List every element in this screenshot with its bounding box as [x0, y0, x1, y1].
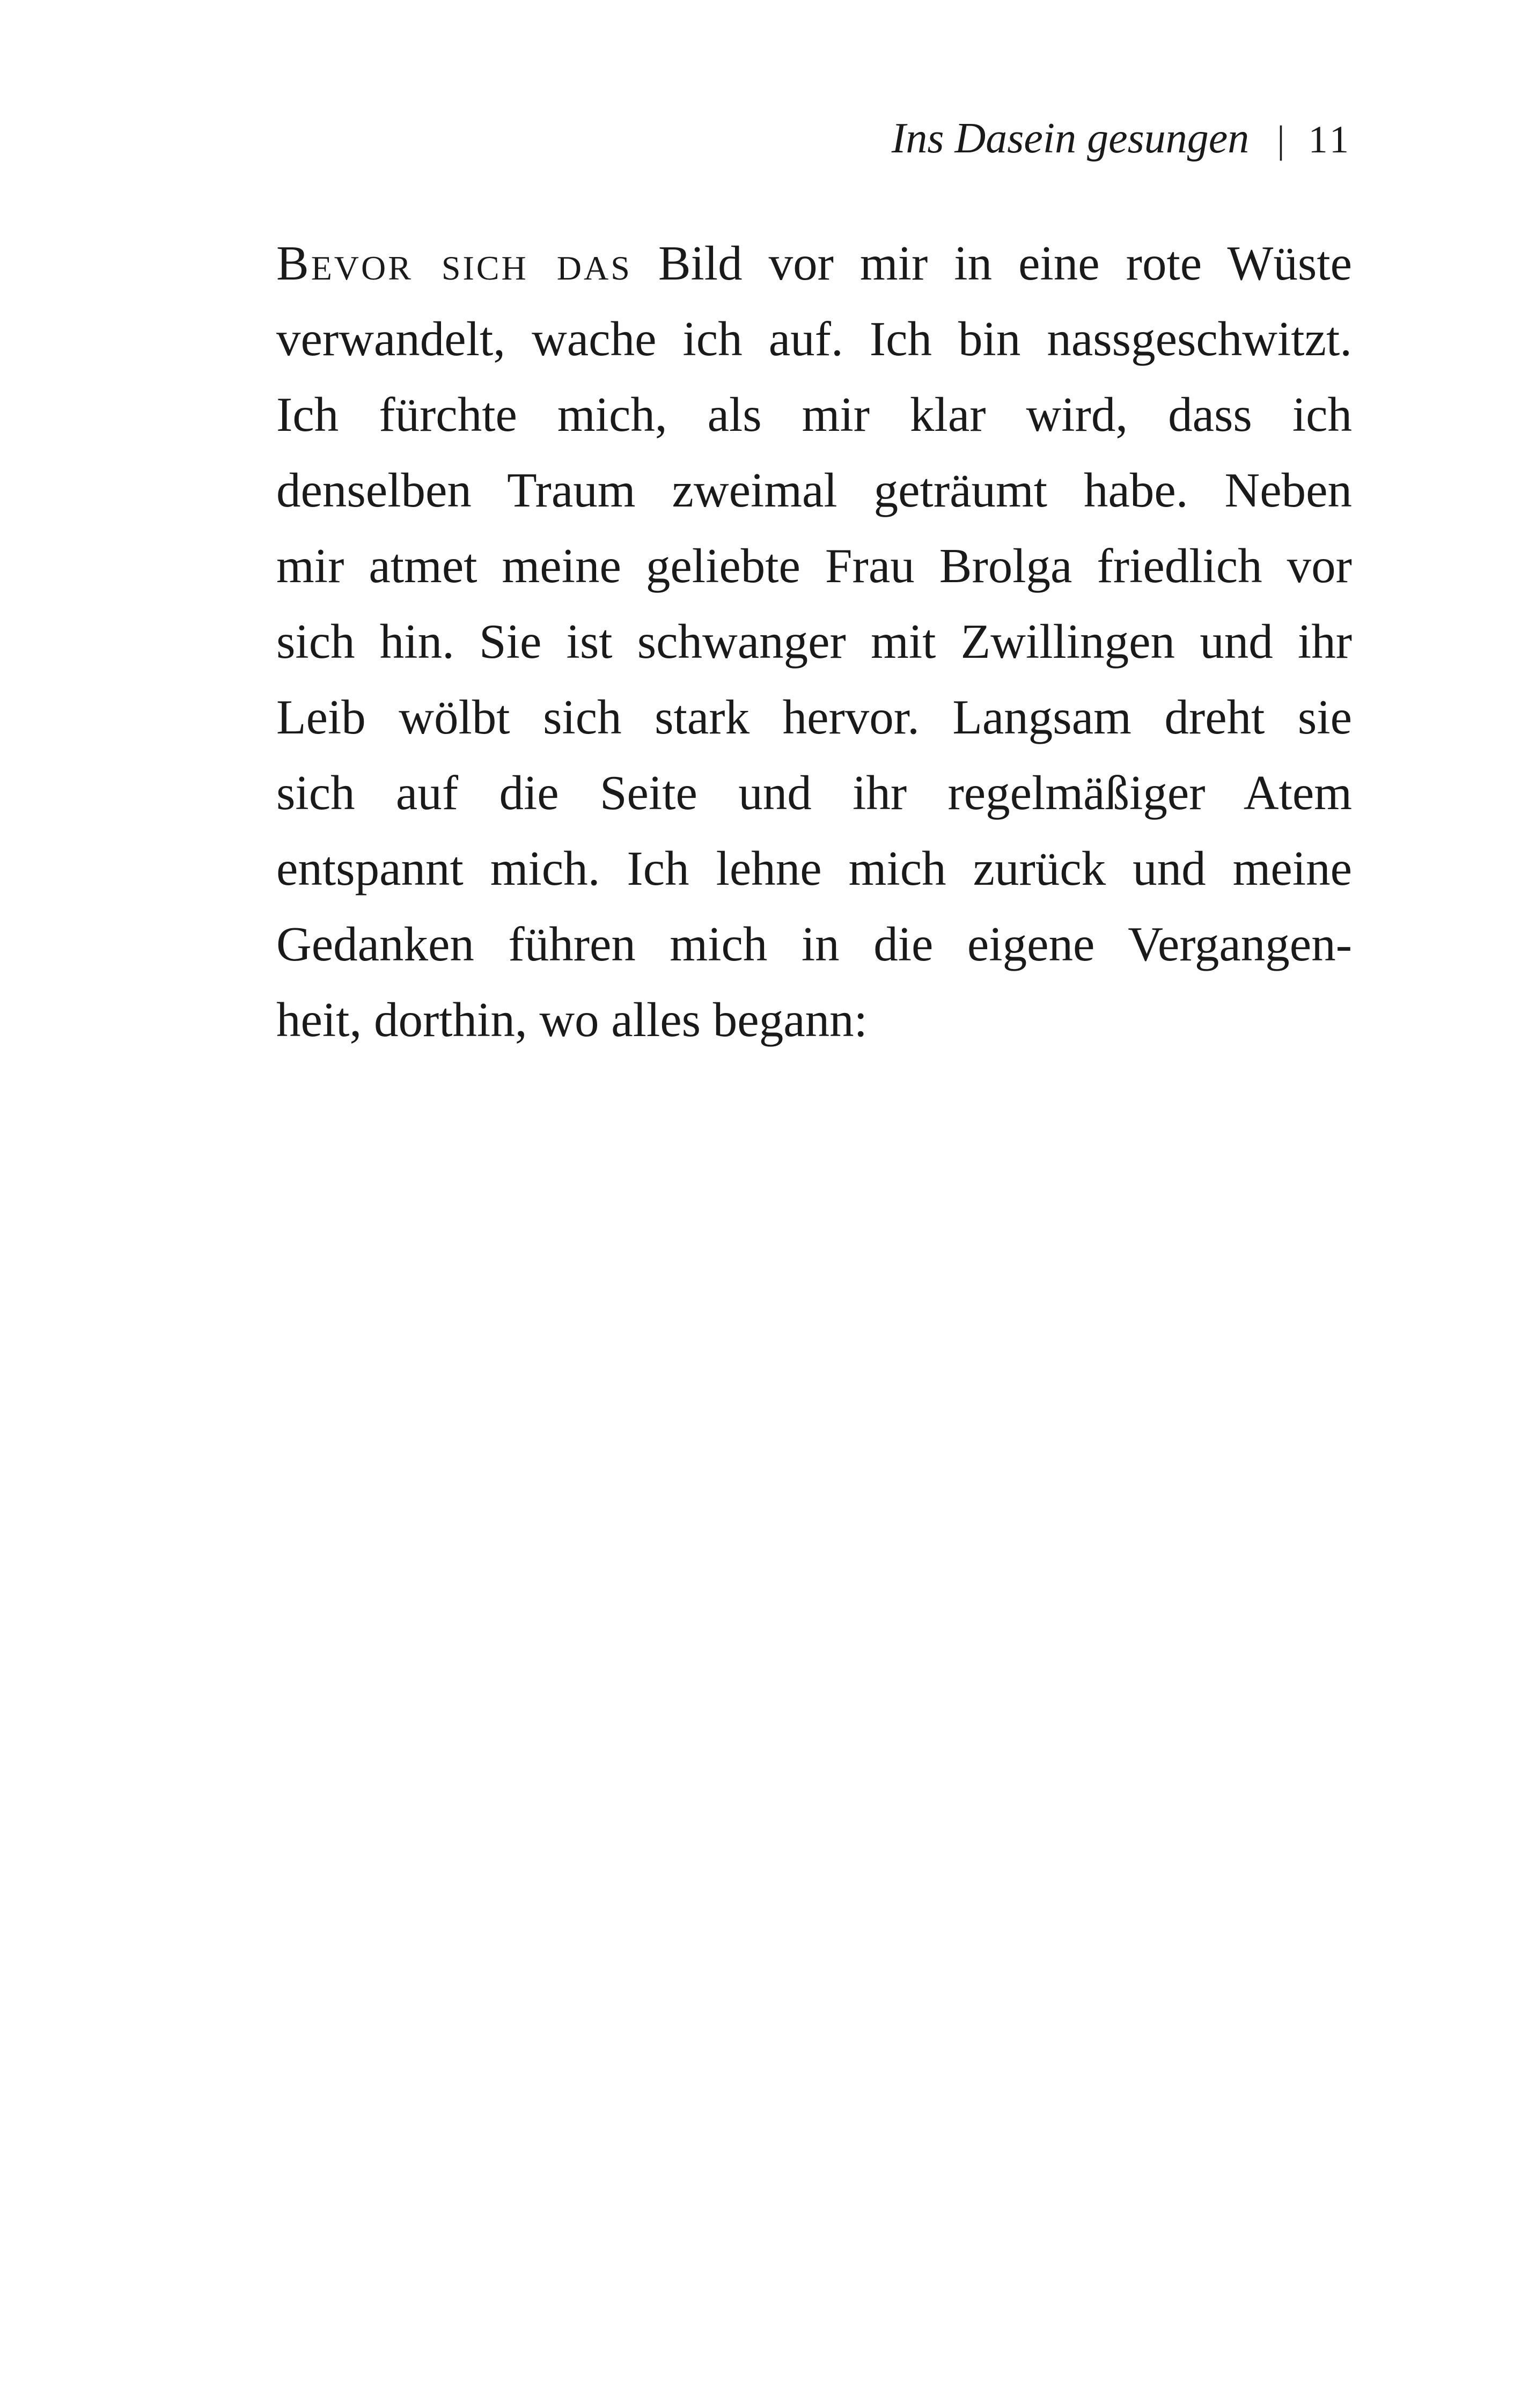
text-line	[276, 225, 1352, 301]
text-line: Ich fürchte mich, als mir klar wird, dass ich	[276, 387, 1352, 442]
text-line: Leib wölbt sich stark hervor. Langsam dreht sie	[276, 690, 1352, 744]
text-line: Gedanken führen mich in die eigene Vergangen-	[276, 917, 1352, 971]
text-line: mir atmet meine geliebte Frau Brolga friedlich vor	[276, 539, 1352, 593]
body-paragraph	[276, 225, 1352, 1058]
text-line-last: heit, dorthin, wo alles begann:	[276, 993, 868, 1047]
page-number: 11	[1308, 118, 1352, 161]
running-head	[276, 112, 1352, 166]
text-line: verwandelt, wache ich auf. Ich bin nassgeschwitzt.	[276, 312, 1352, 366]
text-line: denselben Traum zweimal geträumt habe. Neben	[276, 463, 1352, 517]
lead-in-small-caps: Bevor sich das	[276, 236, 632, 290]
text-line: sich hin. Sie ist schwanger mit Zwillingen und ihr	[276, 614, 1352, 669]
running-head-separator: |	[1277, 118, 1285, 161]
text-line: entspannt mich. Ich lehne mich zurück und meine	[276, 841, 1352, 895]
text-line-rest: Bild vor mir in eine rote Wüste	[631, 236, 1352, 290]
running-head-title: Ins Dasein gesungen	[891, 115, 1250, 162]
text-line: sich auf die Seite und ihr regelmäßiger Atem	[276, 766, 1352, 820]
